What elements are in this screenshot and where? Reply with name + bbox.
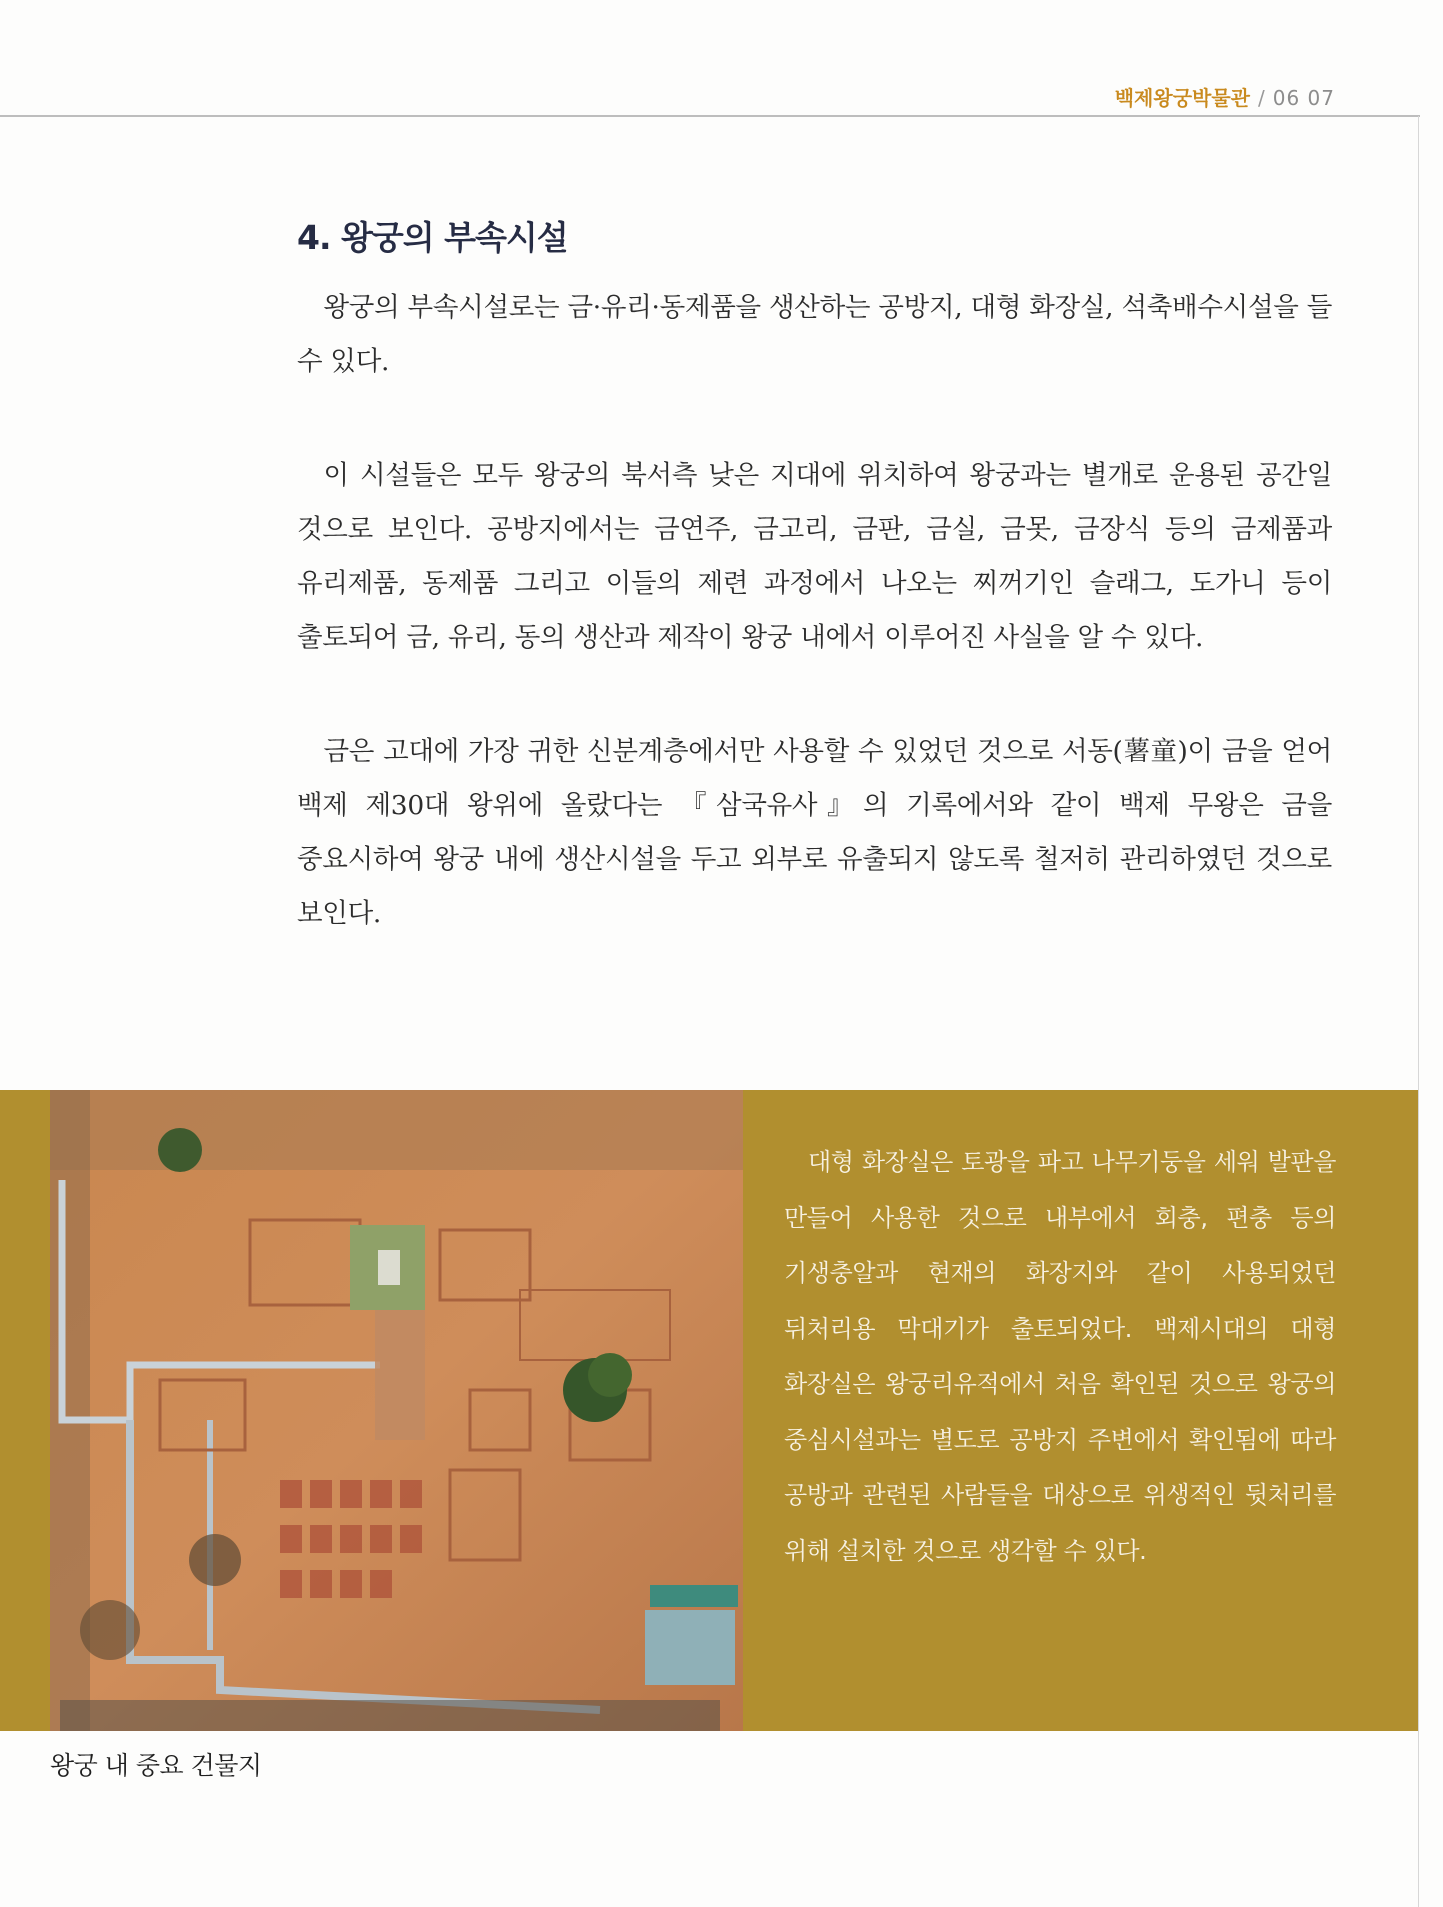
paragraph-intro: 왕궁의 부속시설로는 금·유리·동제품을 생산하는 공방지, 대형 화장실, 석축배수시설을 들 수 있다. — [297, 292, 1332, 377]
body-text — [297, 281, 1332, 1001]
header-rule — [0, 115, 1420, 117]
photo-caption: 왕궁 내 중요 건물지 — [50, 1751, 262, 1780]
page-edge-rule — [1418, 116, 1419, 1907]
aerial-site-illustration — [50, 1090, 743, 1731]
toilet-description: 대형 화장실은 토광을 파고 나무기둥을 세워 발판을 만들어 사용한 것으로 내부에서 회충, 편충 등의 기생충알과 현재의 화장지와 같이 사용되었던 뒤처리용 막대기가 출토되었다. 백제시대의 대형 화장실은 왕궁리유적에서 처음 확인된 것으로 왕궁의 중심시설과는 별도로 공방지 주변에서 확인됨에 따라 공방과 관련된 사람들을 대상으로 위생적인 뒷처리를 위해 설치한 것으로 생각할 수 있다. — [784, 1148, 1336, 1565]
aerial-site-photo — [50, 1090, 743, 1731]
running-head — [1115, 82, 1335, 111]
section-title: 4. 왕궁의 부속시설 — [297, 218, 568, 257]
page-numbers: 06 07 — [1272, 86, 1335, 110]
museum-name: 백제왕궁박물관 — [1114, 86, 1250, 110]
running-head-separator: / — [1257, 86, 1265, 110]
paragraph-gold: 금은 고대에 가장 귀한 신분계층에서만 사용할 수 있었던 것으로 서동(薯童)이 금을 얻어 백제 제30대 왕위에 올랐다는 『삼국유사』의 기록에서와 같이 백제 무왕은 금을 중요시하여 왕궁 내에 생산시설을 두고 외부로 유출되지 않도록 철저히 관리하였던 것으로 보인다. — [297, 736, 1332, 929]
paragraph-workshop: 이 시설들은 모두 왕궁의 북서측 낮은 지대에 위치하여 왕궁과는 별개로 운용된 공간일 것으로 보인다. 공방지에서는 금연주, 금고리, 금판, 금실, 금못, 금장식 등의 금제품과 유리제품, 동제품 그리고 이들의 제련 과정에서 나오는 찌꺼기인 슬래그, 도가니 등이 출토되어 금, 유리, 동의 생산과 제작이 왕궁 내에서 이루어진 사실을 알 수 있다. — [297, 460, 1332, 653]
